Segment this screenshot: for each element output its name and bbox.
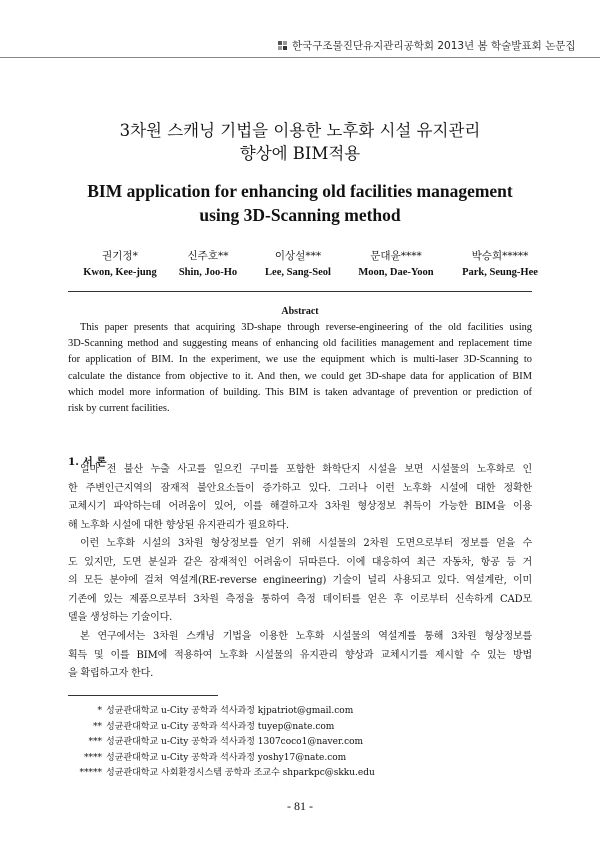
footnote-mark: *** — [88, 737, 102, 748]
authors-divider — [68, 291, 532, 292]
body-paragraph-1 — [68, 461, 532, 535]
abstract-body — [68, 320, 532, 417]
page-number: - 81 - — [287, 799, 313, 813]
paragraph-line: 획득 및 이를 BIM에 적용하여 노후화 시설물의 유지관리 향상과 교체시기를 제시할 수 있는 방법 — [68, 649, 532, 661]
author-5 — [446, 248, 554, 278]
author-english-name: Moon, Dae-Yoon — [358, 267, 434, 278]
footnotes — [68, 704, 532, 782]
footnote — [68, 704, 532, 720]
author-korean-name: 권기정* — [102, 250, 138, 262]
footnote-mark: ***** — [79, 768, 102, 779]
author-1 — [72, 248, 168, 278]
body-paragraph-3 — [68, 628, 532, 684]
author-english-name: Kwon, Kee-jung — [83, 267, 157, 278]
section-heading: 1. 서 론 — [68, 456, 107, 468]
author-korean-name: 문대윤**** — [370, 250, 422, 262]
paragraph-line: 의 모든 분야에 걸쳐 역설계(RE-reverse engineering) 기술이 널리 사용되고 있다. 역설계란, 이미 — [68, 575, 532, 586]
paragraph-line: 이런 노후화 시설의 3차원 형상정보를 얻기 위해 시설물의 2차원 도면으로부터 정보를 얻을 수 — [80, 538, 532, 549]
footnote — [68, 720, 532, 736]
author-korean-name: 박승희***** — [471, 250, 529, 262]
paragraph-line: 한 주변인근지역의 잠재적 불안요소들이 증가하고 있다. 그러나 이런 노후화 시설에 대한 정확한 — [68, 482, 532, 494]
english-title-line-1: BIM application for enhancing old facilities management — [87, 181, 513, 201]
korean-title-line-2: 향상에 BIM적용 — [239, 144, 361, 163]
author-2 — [168, 248, 248, 278]
body-paragraph-2 — [68, 535, 532, 628]
abstract-line: 3D-Scanning method and suggesting means of enhancing old facilities management and replacement time — [68, 338, 532, 350]
footnote-mark: * — [97, 706, 102, 716]
footnote-text: 성균관대학교 u-City 공학과 석사과정 yoshy17@nate.com — [106, 752, 347, 763]
paragraph-line: 교체시기 파악하는데 어려움이 있어, 이를 해결하고자 3차원 형상정보 취득이 가능한 BIM을 이용 — [68, 501, 532, 512]
paragraph-line: 해 노후화 시설에 대한 향상된 유지관리가 필요하다. — [68, 519, 289, 531]
paragraph-line: 얼마 전 불산 누출 사고를 일으킨 구미를 포함한 화학단지 시설을 보면 시설물의 노후화로 인 — [80, 464, 532, 475]
korean-title-line-1: 3차원 스캐닝 기법을 이용한 노후화 시설 유지관리 — [119, 121, 481, 140]
abstract-line: which model more information of building. This BIM is taken advantage of prevention or prediction of — [68, 386, 532, 398]
author-3 — [250, 248, 346, 278]
footnote-divider — [68, 695, 218, 696]
paragraph-line: 기존에 있는 제품으로부터 3차원 측정을 통하여 측정 데이터를 얻은 후 이로부터 신속하게 CAD모 — [68, 593, 532, 605]
abstract-line: for application of BIM. In the experiment, we use the equipment which is multi-laser 3D-Scanning to — [68, 354, 532, 366]
footnote — [68, 766, 532, 782]
author-korean-name: 이상설*** — [274, 250, 322, 262]
footnote — [68, 735, 532, 751]
footnote-mark: **** — [84, 752, 102, 763]
footnote-text: 성균관대학교 u-City 공학과 석사과정 1307coco1@naver.com — [106, 737, 364, 748]
footnote-text: 성균관대학교 사회환경시스템 공학과 조교수 shparkpc@skku.edu — [106, 768, 375, 779]
author-4 — [346, 248, 446, 278]
english-title-line-2: using 3D-Scanning method — [199, 205, 401, 225]
footnote — [68, 751, 532, 767]
author-english-name: Shin, Joo-Ho — [178, 267, 238, 278]
paragraph-line: 델을 생성하는 기술이다. — [68, 612, 173, 623]
author-english-name: Lee, Sang-Seol — [265, 267, 331, 278]
author-english-name: Park, Seung-Hee — [462, 267, 538, 278]
abstract-line: This paper presents that acquiring 3D-shape through reverse-engineering of the old facilities using — [80, 322, 532, 333]
proceedings-logo-icon — [278, 41, 288, 51]
abstract-heading: Abstract — [281, 306, 319, 317]
footnote-text: 성균관대학교 u-City 공학과 석사과정 kjpatriot@gmail.com — [106, 706, 354, 716]
footnote-mark: ** — [93, 721, 102, 732]
abstract-line: risk by current facilities. — [68, 403, 170, 415]
author-korean-name: 신주호** — [187, 250, 229, 262]
footnote-text: 성균관대학교 u-City 공학과 석사과정 tuyep@nate.com — [106, 721, 335, 732]
paragraph-line: 을 확립하고자 한다. — [68, 668, 154, 679]
proceedings-header: 한국구조물진단유지관리공학회 2013년 봄 학술발표회 논문집 — [292, 40, 576, 52]
paragraph-line: 도 있지만, 도면 분실과 같은 잠재적인 어려움이 뒤따른다. 이에 대응하여 최근 자동차, 항공 등 거 — [68, 556, 532, 568]
abstract-line: calculate the distance from objective to it. And then, we could get 3D-shape data for application of BIM — [68, 370, 532, 382]
paragraph-line: 본 연구에서는 3차원 스캐닝 기법을 이용한 노후화 시설물의 역설계를 통해 3차원 형상정보를 — [80, 631, 532, 642]
header-divider — [0, 57, 600, 58]
